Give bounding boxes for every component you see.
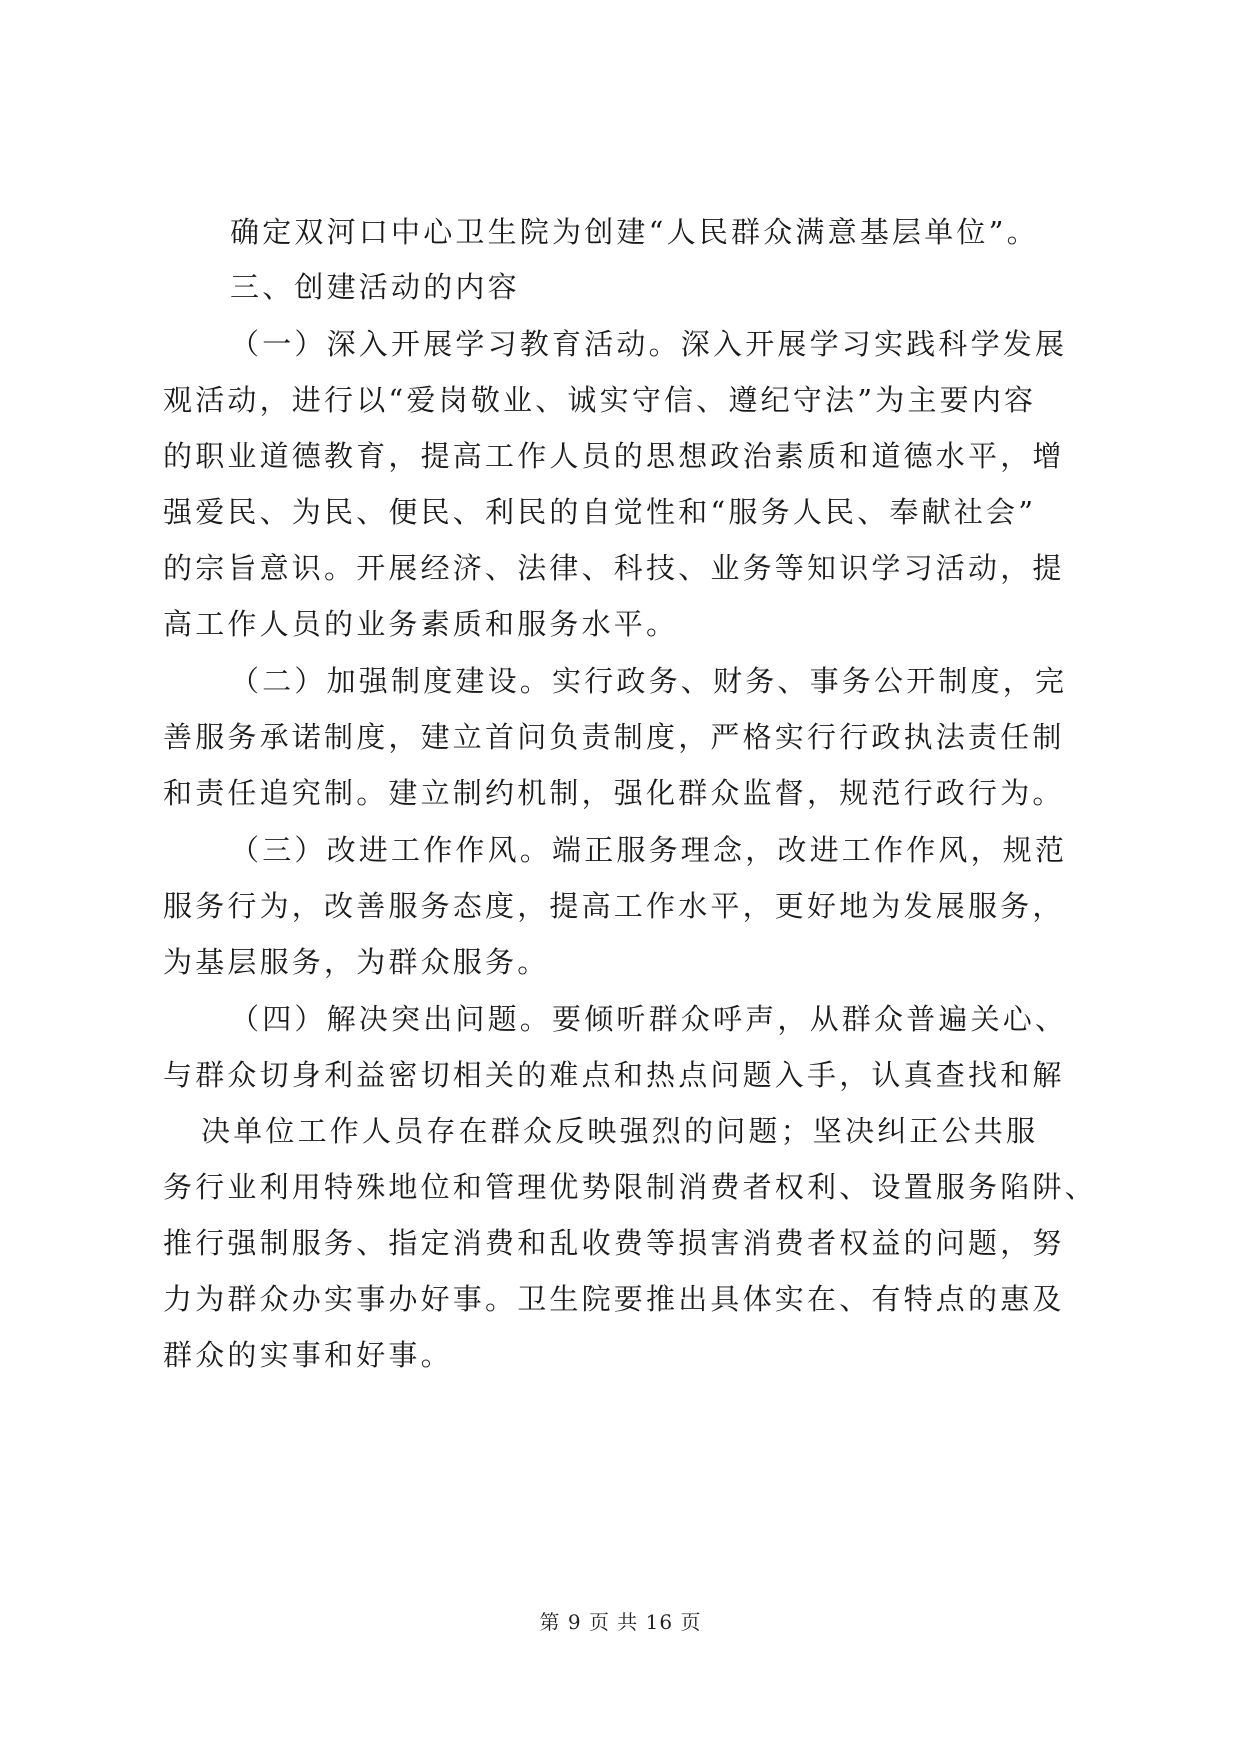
body-text-line: （四）解决突出问题。要倾听群众呼声，从群众普遍关心、 <box>230 1002 1068 1036</box>
section-heading: 三、创建活动的内容 <box>230 270 520 304</box>
body-text-line: 决单位工作人员存在群众反映强烈的问题；坚决纠正公共服 <box>201 1114 1039 1148</box>
body-text-line: 和责任追究制。建立制约机制，强化群众监督，规范行政行为。 <box>163 776 1065 810</box>
body-text-line: 服务行为，改善服务态度，提高工作水平，更好地为发展服务， <box>163 889 1065 923</box>
body-text-line: （三）改进工作作风。端正服务理念，改进工作作风，规范 <box>230 833 1068 867</box>
body-text-line: 务行业利用特殊地位和管理优势限制消费者权利、设置服务陷阱、 <box>163 1170 1097 1204</box>
page-number-footer: 第 9 页 共 16 页 <box>539 1610 702 1634</box>
body-text-line: （二）加强制度建设。实行政务、财务、事务公开制度，完 <box>230 664 1068 698</box>
body-text-line: 的宗旨意识。开展经济、法律、科技、业务等知识学习活动，提 <box>163 551 1065 585</box>
body-text-line: 为基层服务，为群众服务。 <box>163 945 550 979</box>
body-text-line: 高工作人员的业务素质和服务水平。 <box>163 607 679 641</box>
body-text-line: 与群众切身利益密切相关的难点和热点问题入手，认真查找和解 <box>163 1058 1065 1092</box>
body-text-line: 强爱民、为民、便民、利民的自觉性和“服务人民、奉献社会” <box>163 495 1037 529</box>
body-text-line: 推行强制服务、指定消费和乱收费等损害消费者权益的问题，努 <box>163 1226 1065 1260</box>
body-text-line: （一）深入开展学习教育活动。深入开展学习实践科学发展 <box>230 327 1068 361</box>
body-text-line: 群众的实事和好事。 <box>163 1338 453 1372</box>
body-text-line: 观活动，进行以“爱岗敬业、诚实守信、遵纪守法”为主要内容 <box>163 383 1037 417</box>
body-text-line: 的职业道德教育，提高工作人员的思想政治素质和道德水平，增 <box>163 439 1065 473</box>
body-text-line: 确定双河口中心卫生院为创建“人民群众满意基层单位”。 <box>230 215 1039 249</box>
body-text-line: 善服务承诺制度，建立首问负责制度，严格实行行政执法责任制 <box>163 720 1065 754</box>
body-text-line: 力为群众办实事办好事。卫生院要推出具体实在、有特点的惠及 <box>163 1282 1065 1316</box>
